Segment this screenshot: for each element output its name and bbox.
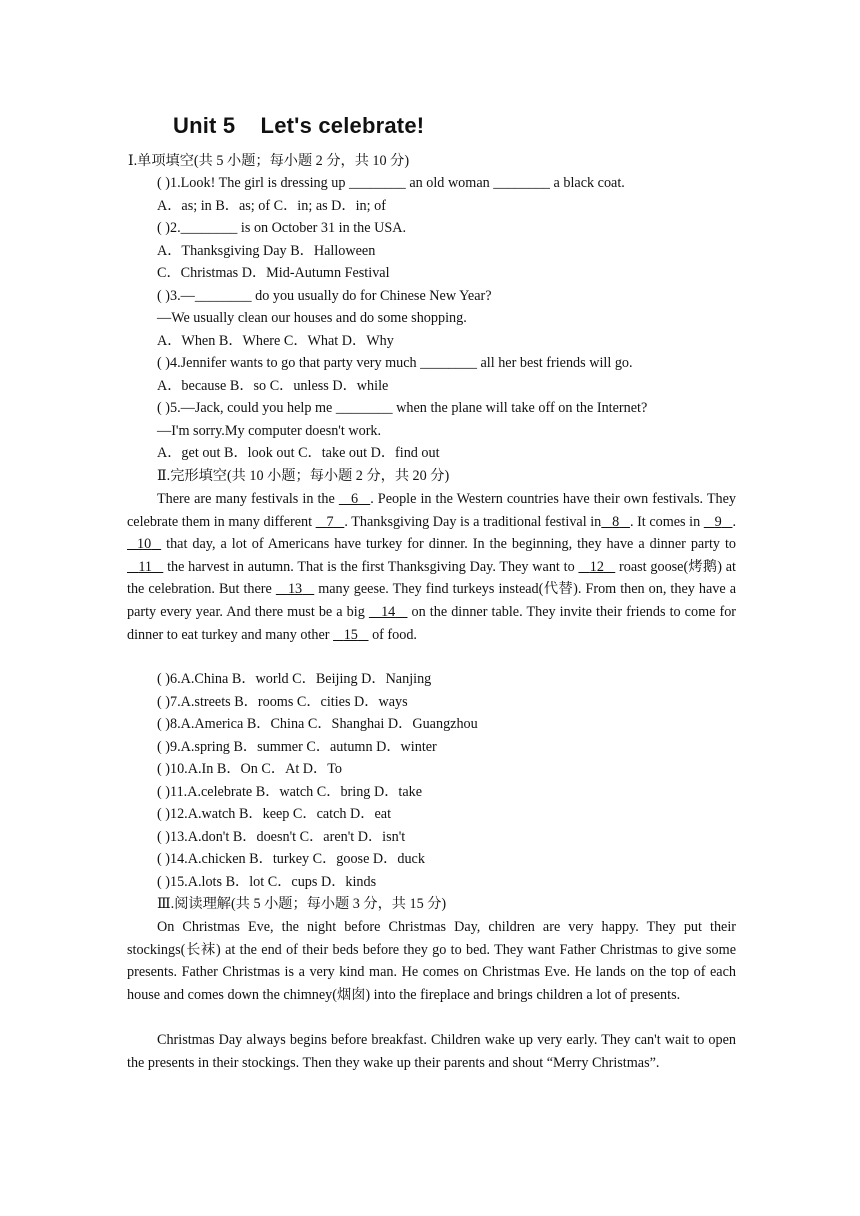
question-2-options-cd: C．Christmas D．Mid-Autumn Festival <box>157 265 390 281</box>
cloze-text: many geese. They find turkeys instead(代替). From then on, they have a party every year. And there must be a big <box>127 581 736 620</box>
question-5-reply: —I'm sorry.My computer doesn't work. <box>157 423 382 439</box>
cloze-item-10: ( )10.A.In B．On C．At D．To <box>157 761 343 777</box>
cloze-passage <box>127 488 736 646</box>
cloze-blank-15: 15 <box>343 626 358 643</box>
cloze-item-8: ( )8.A.America B．China C．Shanghai D．Guangzhou <box>157 716 478 732</box>
cloze-item-14: ( )14.A.chicken B．turkey C．goose D．duck <box>157 851 425 867</box>
cloze-item-13: ( )13.A.don't B．doesn't C．aren't D．isn't <box>157 829 406 845</box>
cloze-item-12: ( )12.A.watch B．keep C．catch D．eat <box>157 806 392 822</box>
cloze-item-9: ( )9.A.spring B．summer C．autumn D．winter <box>157 739 437 755</box>
cloze-item-15: ( )15.A.lots B．lot C．cups D．kinds <box>157 874 377 890</box>
question-3: ( )3.—________ do you usually do for Chinese New Year? <box>157 288 492 304</box>
cloze-blank-9: 9 <box>714 513 722 530</box>
cloze-text: There are many festivals in the <box>157 491 339 507</box>
cloze-text: . It comes in <box>629 513 704 530</box>
cloze-text: that day, a lot of Americans have turkey for dinner. In the beginning, they have a dinner party to <box>161 536 737 553</box>
cloze-text: of food. <box>368 626 417 643</box>
cloze-text: . <box>732 513 737 530</box>
cloze-text: on the dinner table. They invite their friends to come for dinner to eat turkey and many other <box>127 603 737 643</box>
cloze-item-6: ( )6.A.China B．world C．Beijing D．Nanjing <box>157 671 432 687</box>
reading-paragraph-1-text: On Christmas Eve, the night before Christmas Day, children are very happy. They put their stockings(长袜) at the end of their beds before they go to bed. They want Father Christmas to give some presents. Father Christmas is a very kind man. He comes on Christmas Eve. He lands on the top of each house and comes down the chimney(烟囱) into the fireplace and brings children a lot of presents. <box>127 919 736 1003</box>
cloze-blank-11: 11 <box>138 558 152 575</box>
cloze-text: roast goose(烤鹅) at the celebration. But there <box>127 558 736 598</box>
question-3-reply: —We usually clean our houses and do some shopping. <box>157 310 467 326</box>
section-1-heading: Ⅰ.单项填空(共 5 小题；每小题 2 分，共 10 分) <box>128 153 410 169</box>
cloze-blank-13: 13 <box>287 581 303 598</box>
cloze-blank-14: 14 <box>381 603 396 620</box>
question-2: ( )2.________ is on October 31 in the USA. <box>157 220 407 236</box>
cloze-blank-6: 6 <box>350 491 359 507</box>
question-4-options: A．because B．so C．unless D．while <box>157 378 389 394</box>
question-1: ( )1.Look! The girl is dressing up ________ an old woman ________ a black coat. <box>157 175 625 191</box>
cloze-text: the harvest in autumn. That is the first Thanksgiving Day. They want to <box>163 558 579 575</box>
reading-paragraph-2 <box>127 1029 736 1074</box>
question-5-options: A．get out B．look out C．take out D．find out <box>157 445 440 461</box>
question-1-options: A．as; in B．as; of C．in; as D．in; of <box>157 198 386 214</box>
reading-paragraph-2-text: Christmas Day always begins before breakfast. Children wake up very early. They can't wait to open the presents in their stockings. Then they wake up their parents and shout “Merry Christmas”. <box>127 1032 736 1071</box>
cloze-item-11: ( )11.A.celebrate B．watch C．bring D．take <box>157 784 423 800</box>
cloze-blank-8: 8 <box>612 513 620 530</box>
reading-paragraph-1 <box>127 916 736 1006</box>
cloze-item-7: ( )7.A.streets B．rooms C．cities D．ways <box>157 694 408 710</box>
section-2-heading: Ⅱ.完形填空(共 10 小题；每小题 2 分，共 20 分) <box>157 468 450 484</box>
question-2-options-ab: A．Thanksgiving Day B．Halloween <box>157 243 376 259</box>
cloze-text: . People in the Western countries have their own festivals. They celebrate them in many different <box>127 491 737 530</box>
section-3-heading: Ⅲ.阅读理解(共 5 小题；每小题 3 分，共 15 分) <box>157 896 447 912</box>
cloze-blank-10: 10 <box>136 536 152 553</box>
question-4: ( )4.Jennifer wants to go that party very much ________ all her best friends will go. <box>157 355 633 371</box>
cloze-blank-12: 12 <box>589 558 604 575</box>
page-title: Unit 5 Let's celebrate! <box>173 113 425 138</box>
cloze-blank-7: 7 <box>326 513 334 530</box>
question-3-options: A．When B．Where C．What D．Why <box>157 333 394 349</box>
cloze-text: . Thanksgiving Day is a traditional festival in <box>344 513 602 530</box>
question-5: ( )5.—Jack, could you help me ________ when the plane will take off on the Internet? <box>157 400 648 416</box>
